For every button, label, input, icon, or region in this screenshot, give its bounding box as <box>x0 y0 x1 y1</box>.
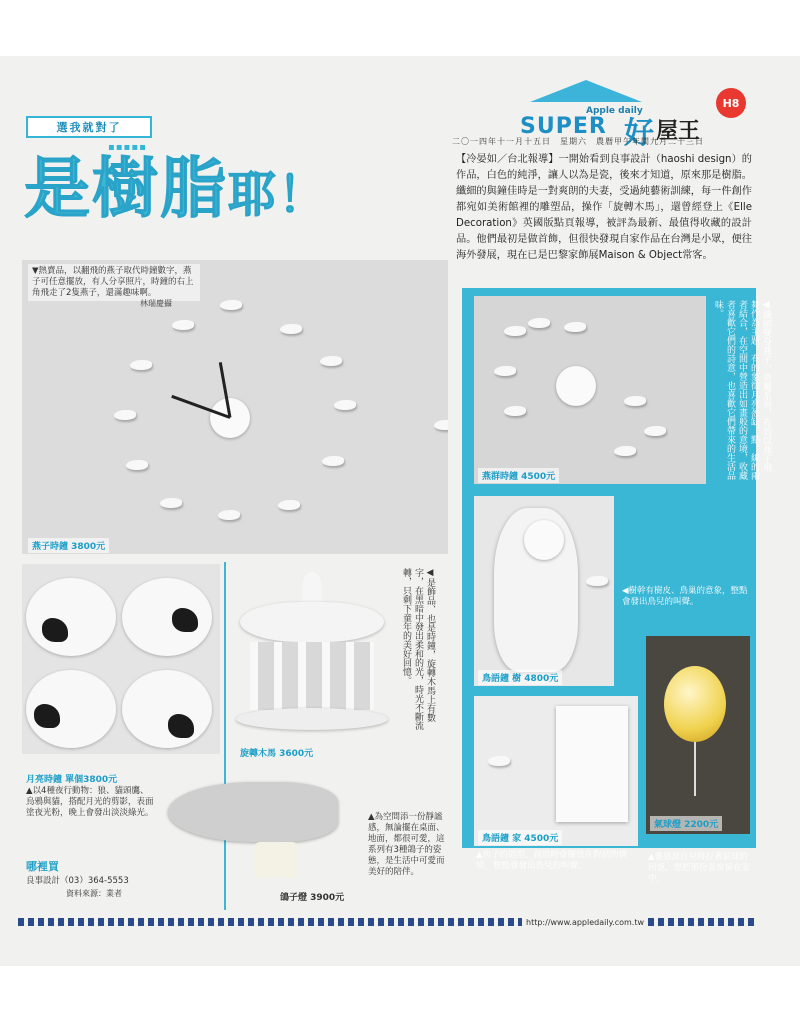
moon-clock-text: ▲以4種夜行動物：狼、貓頭鷹、烏鴉與貓，搭配月光的剪影，表面塗夜光粉，晚上會發出淡淡綠光。 <box>26 786 154 818</box>
house-clock-photo <box>474 696 638 846</box>
swallow-clock-price: 燕子時鐘 3800元 <box>28 538 109 553</box>
tree-clock-price: 鳥語鐘 樹 4800元 <box>478 670 562 685</box>
footer-url: http://www.appledaily.com.tw <box>522 918 648 927</box>
pigeon-lamp-photo <box>168 762 358 882</box>
pigeon-text: ▲為空間添一份靜謐感，無論擺在桌面、地面，都很可愛，這系列有3種鴿子的姿態，是生活中可愛而美好的陪伴。 <box>368 812 445 877</box>
carousel-clock-photo <box>232 568 392 758</box>
lamp-base <box>254 842 298 878</box>
moon-disc <box>26 578 116 656</box>
pigeon-icon <box>168 782 338 842</box>
swallow-icon <box>644 426 666 436</box>
swallow-icon <box>130 360 152 370</box>
swallow-icon <box>278 500 300 510</box>
swallow-clock-photo <box>22 260 448 554</box>
newspaper-page <box>0 56 800 966</box>
clock-hub-icon <box>524 520 564 560</box>
where-to-buy-contact: 良事設計（03）364-5553 <box>26 876 129 886</box>
swallow-icon <box>564 322 586 332</box>
swallow-icon <box>320 356 342 366</box>
balloon-lamp-photo <box>646 636 750 834</box>
swallow-icon <box>614 446 636 456</box>
brand-house: 屋王 <box>656 118 701 144</box>
house-roof-icon <box>516 80 656 102</box>
page-number-badge: H8 <box>716 88 746 118</box>
house-clock-caption: ▲房子的造型，創造時會擺放在對話的情境，整點會發出鳥兒的叫聲。 <box>476 850 628 871</box>
dateline: 二〇一四年十一月十五日 星期六 農曆甲午年閏九月二十三日 <box>452 137 704 146</box>
clock-hub-icon <box>210 398 250 438</box>
kicker-label: 選我就對了 <box>26 116 152 138</box>
moon-clock-title: 月亮時鐘 單個3800元 <box>26 775 118 785</box>
headline <box>24 150 329 227</box>
swallow-icon <box>434 420 448 430</box>
tree-clock-caption: ◀樹幹有樹皮、鳥巢的意象，整點會發出鳥兒的叫聲。 <box>622 586 748 607</box>
clock-hub-icon <box>556 366 596 406</box>
carousel-canopy <box>240 602 384 642</box>
swallow-icon <box>218 510 240 520</box>
swallow-icon <box>126 460 148 470</box>
moon-clock-photo <box>22 564 220 754</box>
balloon-lamp-price: 氣球燈 2200元 <box>650 816 722 831</box>
swallow-icon <box>114 410 136 420</box>
swallow-icon <box>322 456 344 466</box>
main-photo-credit: 林瑞慶攝 <box>140 299 172 308</box>
balloon-string <box>694 742 696 796</box>
house-shape <box>556 706 628 822</box>
swallow-icon <box>504 406 526 416</box>
swallow-icon <box>494 366 516 376</box>
where-to-buy-title: 哪裡買 <box>26 860 59 873</box>
kicker-dots: ▪▪▪▪▪ <box>108 142 147 153</box>
carousel-price: 旋轉木馬 3600元 <box>240 749 314 759</box>
intro-article: 【冷晏如／台北報導】一開始看到良事設計（haoshi design）的作品，白色的純淨，讓人以為是瓷，後來才知道，原來那是樹脂。纖細的與鐘佳時是一對爽朗的夫妻，受過純藝術訓練，每一件創作都宛如美術館裡的雕塑品，操作「旋轉木馬」，還曾經登上《Elle Decoration》英國版點頁報導，被評為最新、最值得收藏的設計品。他們最初是做首飾，但很快發現自家作品在台灣是小眾，便往海外發展，現在已是巴黎家飾展Maison & Object常客。 <box>456 154 752 261</box>
house-clock-price: 鳥語鐘 家 4500元 <box>478 830 562 845</box>
brand-good: 好 <box>624 116 654 151</box>
carousel-text: ◀是飾品、也是時鐘，旋轉木馬上有數字，在黑暗中發出柔和的光，時光不斷流轉，只剩下童年的美好回憶。 <box>401 568 435 730</box>
headline-tail: 耶！ <box>228 167 329 223</box>
balloon-lamp-icon <box>664 666 726 742</box>
carousel-top <box>302 572 322 602</box>
main-photo-caption-text: ▼熱賣品，以翻飛的燕子取代時鐘數字，燕子可任意擺放，有人分享照片，時鐘的右上角飛走了2隻燕子，還滿趣味啊。 <box>32 266 194 298</box>
tree-clock-photo <box>474 496 614 686</box>
brand-super: SUPER <box>520 114 607 139</box>
carousel-base <box>236 708 388 730</box>
swallow-icon <box>528 318 550 328</box>
swallow-icon <box>504 326 526 336</box>
swallow-icon <box>280 324 302 334</box>
carousel-columns <box>250 642 374 710</box>
moon-disc <box>122 578 212 656</box>
flock-clock-photo <box>474 296 706 484</box>
swallow-icon <box>220 300 242 310</box>
moon-disc <box>122 670 212 748</box>
swallow-icon <box>624 396 646 406</box>
headline-main: 是樹脂 <box>24 150 228 227</box>
balloon-lamp-caption: ▲靈感源自兒時拉著氣球的回憶，想把那份喜悅留在家中。 <box>648 852 751 884</box>
main-photo-caption <box>28 264 200 301</box>
flock-clock-price: 燕群時鐘 4500元 <box>478 468 559 483</box>
swallow-icon <box>160 498 182 508</box>
brand-apple-daily: Apple daily <box>586 106 643 116</box>
flock-clock-caption: ◀纖細變身燕子，瓷觸系列，有的以燕子飛舞作為主題，有的象徵月亮盈缺，點、線的兩者結合，在空間中營造出如畫般的意境，收藏者喜歡它們的詩意，也喜歡它們帶來的生活品味。 <box>713 300 771 480</box>
swallow-icon <box>334 400 356 410</box>
bird-icon <box>488 756 510 766</box>
swallow-icon <box>172 320 194 330</box>
pigeon-price: 鴿子燈 3900元 <box>280 893 345 903</box>
bird-icon <box>586 576 608 586</box>
data-source: 資料來源：業者 <box>66 889 122 898</box>
